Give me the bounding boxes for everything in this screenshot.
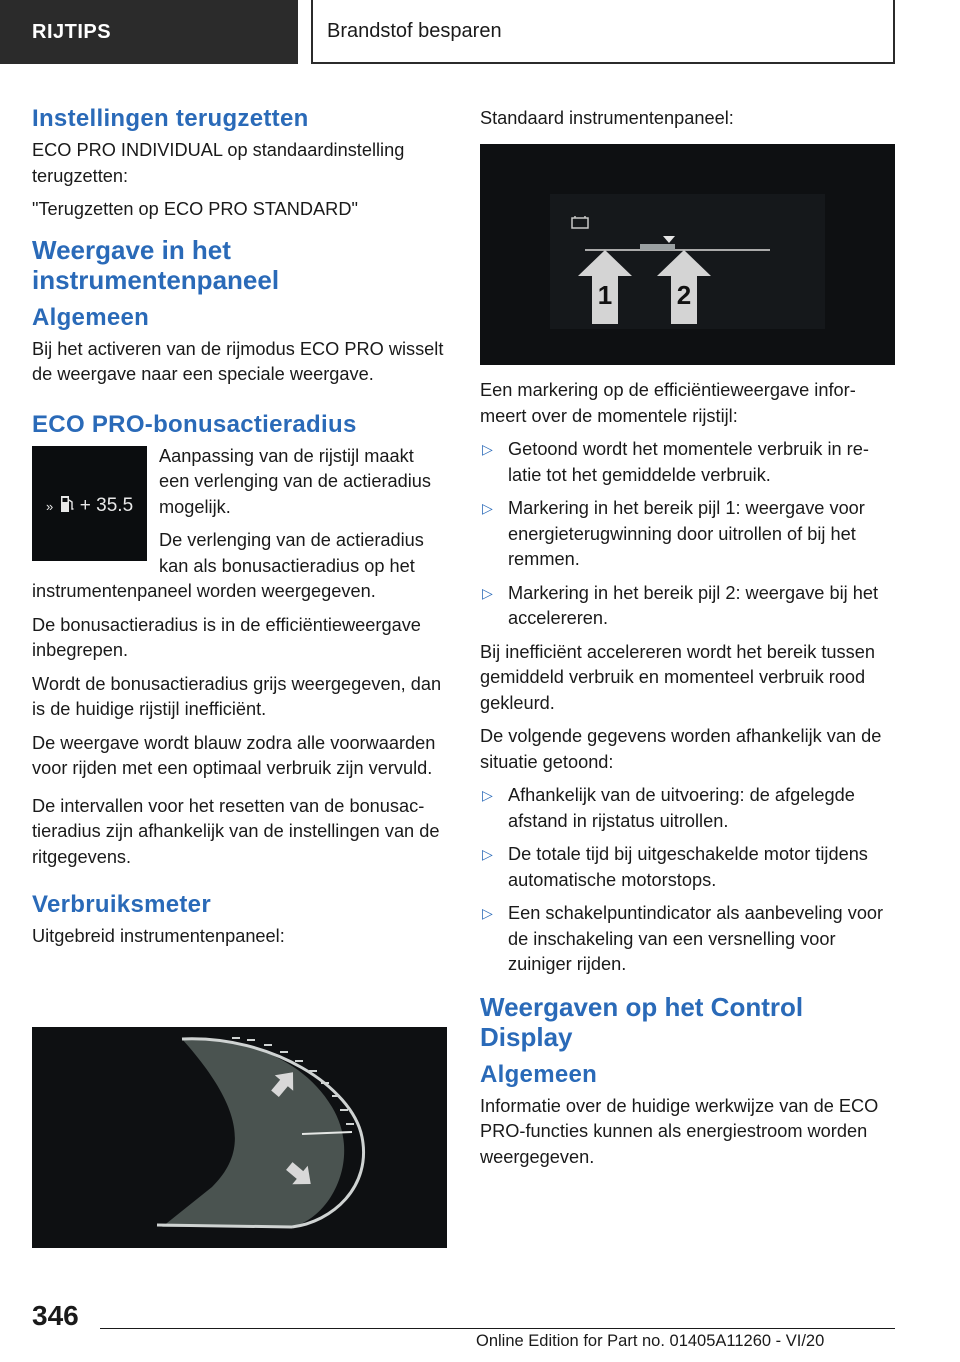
bullet-triangle-icon: ▷ <box>482 787 493 803</box>
text-following: De volgende gegevens worden afhankelijk van de situatie getoond: <box>480 726 882 772</box>
heading-meter: Verbruiksmeter <box>32 891 211 918</box>
text-bonus-2: De verlenging van de actieradius kan als bonusactieradius op het instrumentenpaneel worden weergegeven. <box>32 530 424 601</box>
text-standard-panel: Standaard instrumentenpaneel: <box>480 108 734 128</box>
footer-edition: Online Edition for Part no. 01405A11260 - VI/20 <box>476 1332 825 1350</box>
text-reset-1: ECO PRO INDIVIDUAL op standaardinstelling terugzetten: <box>32 140 405 186</box>
header-section: RIJTIPS <box>0 0 298 64</box>
heading-general: Algemeen <box>32 303 150 331</box>
list-item: ▷ Markering in het bereik pijl 2: weergave bij het accelereren. <box>482 582 879 628</box>
text-meter: Uitgebreid instrumentenpaneel: <box>32 926 285 946</box>
text-control: Informatie over de huidige werkwijze van de ECO PRO-functies kunnen als energiestroom worden weergegeven. <box>480 1095 879 1167</box>
list-marking <box>480 437 895 632</box>
bullet-triangle-icon: ▷ <box>482 905 493 921</box>
footer-divider <box>100 1328 895 1329</box>
heading-display: Weergave in het instrumentenpaneel <box>32 234 280 295</box>
text-bonus-6: De intervallen voor het resetten van de bonusactieradius zijn afhankelijk van de instellingen van de ritgegevens. <box>32 795 440 867</box>
list-item: ▷ De totale tijd bij uitgeschakelde motor tijdens automatische motorstops. <box>482 844 868 890</box>
list-item: ▷ Afhankelijk van de uitvoering: de afgelegde afstand in rijstatus uitrollen. <box>482 785 855 831</box>
list-item: ▷ Een schakelpuntindicator als aanbeveling voor de inschakeling van een versnelling voor zuiniger rijden. <box>482 903 884 974</box>
arrow-label-1: 1 <box>597 280 613 310</box>
text-reset-2: "Terugzetten op ECO PRO STANDARD" <box>32 199 358 219</box>
text-bonus-4: Wordt de bonusactieradius grijs weergegeven, dan is de huidige rijstijl inefficiënt. <box>32 673 442 719</box>
bullet-triangle-icon: ▷ <box>482 846 493 862</box>
text-inefficient: Bij inefficiënt accelereren wordt het bereik tussen gemiddeld verbruik en momenteel verbruik rood gekleurd. <box>480 641 875 713</box>
right-column-body <box>480 378 895 1178</box>
standard-panel-image <box>480 144 895 365</box>
bonus-range-value: + 35.5 <box>79 494 134 516</box>
text-general: Bij het activeren van de rijmodus ECO PRO wisselt de weergave naar een speciale weergave. <box>32 338 444 384</box>
text-bonus-3: De bonusactieradius is in de efficiëntieweergave inbegrepen. <box>32 614 421 660</box>
heading-general-2: Algemeen <box>480 1060 598 1088</box>
heading-bonus: ECO PRO-bonusactieradius <box>32 410 357 438</box>
heading-control-display: Weergaven op het Control Display <box>480 991 804 1052</box>
page-number: 346 <box>32 1300 79 1331</box>
list-following <box>480 783 895 978</box>
fuel-pump-icon <box>59 494 75 514</box>
extended-panel-image <box>32 1027 447 1248</box>
list-item: ▷ Getoond wordt het momentele verbruik in relatie tot het gemiddelde verbruik. <box>482 439 869 485</box>
list-item: ▷ Markering in het bereik pijl 1: weergave voor energieterugwinning door uitrollen of bij het remmen. <box>482 498 865 569</box>
bullet-triangle-icon: ▷ <box>482 500 493 516</box>
header-title: Brandstof besparen <box>311 0 895 64</box>
heading-reset: Instellingen terugzetten <box>32 105 309 132</box>
right-column <box>480 106 895 140</box>
bullet-triangle-icon: ▷ <box>482 441 493 457</box>
arrow-label-2: 2 <box>676 280 692 310</box>
chevron-right-icon: » <box>46 498 54 514</box>
bonus-range-image <box>32 446 147 561</box>
left-column <box>32 98 447 958</box>
text-bonus-5: De weergave wordt blauw zodra alle voorwaarden voor rijden met een optimaal verbruik zijn vervuld. <box>32 732 436 778</box>
bullet-triangle-icon: ▷ <box>482 584 493 601</box>
text-bonus-1: Aanpassing van de rijstijl maakt een verlenging van de actieradius mogelijk. <box>159 445 431 517</box>
bonus-range-readout <box>46 494 133 517</box>
text-marking: Een markering op de efficiëntieweergave informeert over de momentele rijstijl: <box>480 380 856 426</box>
